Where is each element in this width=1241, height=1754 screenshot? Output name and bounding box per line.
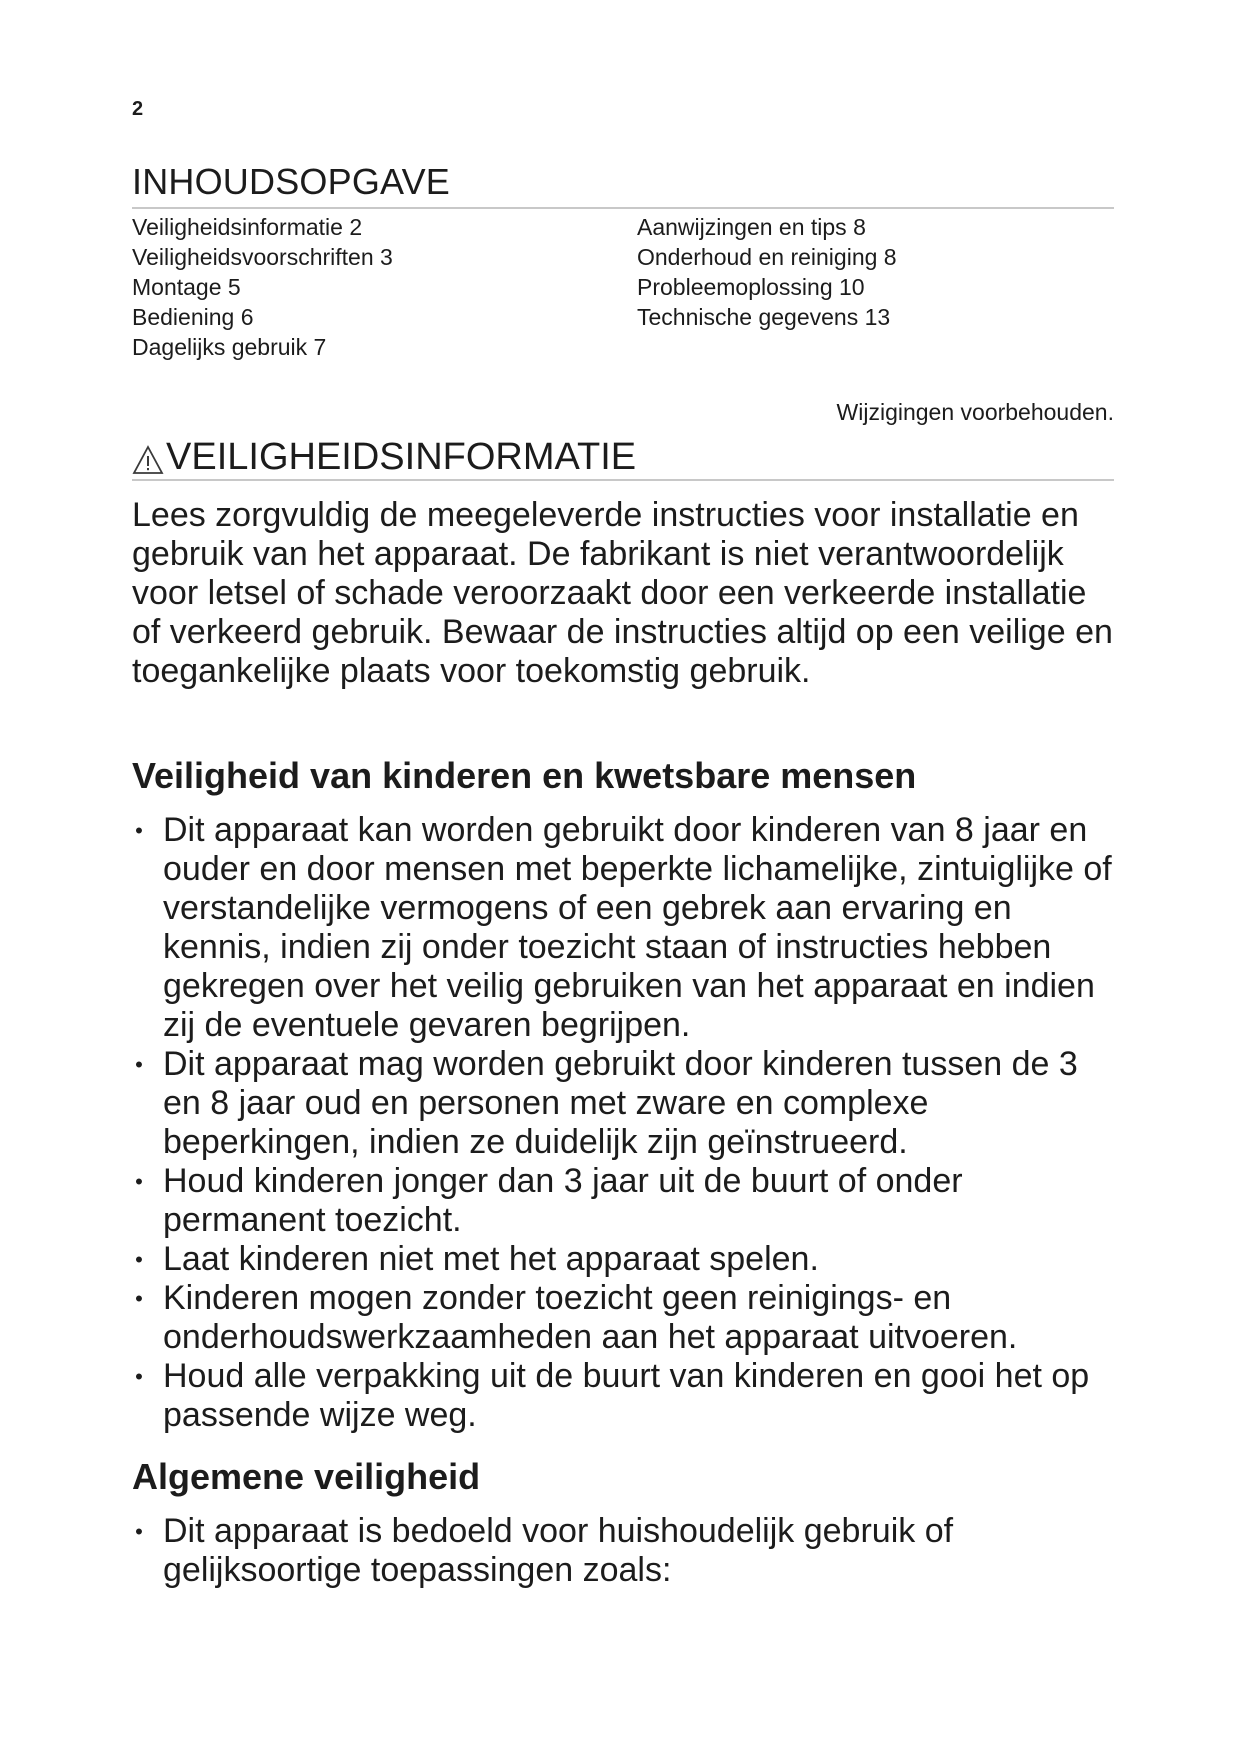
toc-entry: Onderhoud en reiniging 8	[637, 244, 897, 270]
safety-title-text: VEILIGHEIDSINFORMATIE	[166, 436, 637, 478]
list-item-text: Houd alle verpakking uit de buurt van kinderen en gooi het op passende wijze weg.	[163, 1357, 1090, 1434]
list-item	[132, 1512, 1122, 1590]
list-item	[132, 1279, 1122, 1357]
list-item-text: Dit apparaat is bedoeld voor huishoudelijk gebruik of gelijksoortige toepassingen zoals:	[163, 1512, 954, 1589]
general-safety-heading: Algemene veiligheid	[132, 1456, 481, 1497]
bullet-icon: •	[135, 1247, 143, 1272]
toc-column-right	[637, 212, 897, 332]
list-item	[132, 1162, 1122, 1240]
toc-entry: Veiligheidsinformatie 2	[132, 214, 363, 240]
list-item-text: Houd kinderen jonger dan 3 jaar uit de buurt of onder permanent toezicht.	[163, 1162, 963, 1239]
toc-divider	[132, 207, 1114, 209]
toc-entry: Montage 5	[132, 274, 241, 300]
list-item-text: Laat kinderen niet met het apparaat spelen.	[163, 1240, 819, 1278]
safety-section-title	[132, 436, 636, 478]
warning-triangle-icon	[132, 442, 164, 472]
bullet-icon: •	[135, 818, 143, 843]
toc-entry: Bediening 6	[132, 304, 254, 330]
safety-divider	[132, 479, 1114, 481]
list-item	[132, 1240, 1122, 1279]
list-item	[132, 811, 1122, 1045]
general-safety-list	[132, 1512, 1122, 1590]
list-item-text: Dit apparaat mag worden gebruikt door kinderen tussen de 3 en 8 jaar oud en personen met zware en complexe beperkingen, indien ze duidelijk zijn geïnstrueerd.	[163, 1045, 1078, 1161]
list-item	[132, 1045, 1122, 1162]
list-item	[132, 1357, 1122, 1435]
page-number: 2	[132, 98, 144, 120]
bullet-icon: •	[135, 1052, 143, 1077]
list-item-text: Dit apparaat kan worden gebruikt door kinderen van 8 jaar en ouder en door mensen met beperkte lichamelijke, zintuiglijke of verstandelijke vermogens of een gebrek aan ervaring en kennis, indien zij onder toezicht staan of instructies hebben gekregen over het veilig gebruiken van het apparaat en indien zij de eventuele gevaren begrijpen.	[163, 811, 1112, 1044]
toc-column-left	[132, 212, 393, 362]
toc-entry: Dagelijks gebruik 7	[132, 334, 327, 360]
toc-entry: Aanwijzingen en tips 8	[637, 214, 866, 240]
bullet-icon: •	[135, 1169, 143, 1194]
list-item-text: Kinderen mogen zonder toezicht geen reinigings- en onderhoudswerkzaamheden aan het apparaat uitvoeren.	[163, 1279, 1018, 1356]
toc-entry: Technische gegevens 13	[637, 304, 891, 330]
toc-title: INHOUDSOPGAVE	[132, 161, 450, 202]
bullet-icon: •	[135, 1364, 143, 1389]
changes-note: Wijzigingen voorbehouden.	[836, 399, 1114, 425]
children-safety-heading: Veiligheid van kinderen en kwetsbare mensen	[132, 755, 917, 796]
bullet-icon: •	[135, 1286, 143, 1311]
bullet-icon: •	[135, 1519, 143, 1544]
children-safety-list	[132, 811, 1122, 1435]
toc-entry: Veiligheidsvoorschriften 3	[132, 244, 393, 270]
toc-entry: Probleemoplossing 10	[637, 274, 865, 300]
safety-intro: Lees zorgvuldig de meegeleverde instructies voor installatie en gebruik van het apparaat. De fabrikant is niet verantwoordelijk voor letsel of schade veroorzaakt door een verkeerde installatie of verkeerd gebruik. Bewaar de instructies altijd op een veilige en toegankelijke plaats voor toekomstig gebruik.	[132, 496, 1113, 690]
